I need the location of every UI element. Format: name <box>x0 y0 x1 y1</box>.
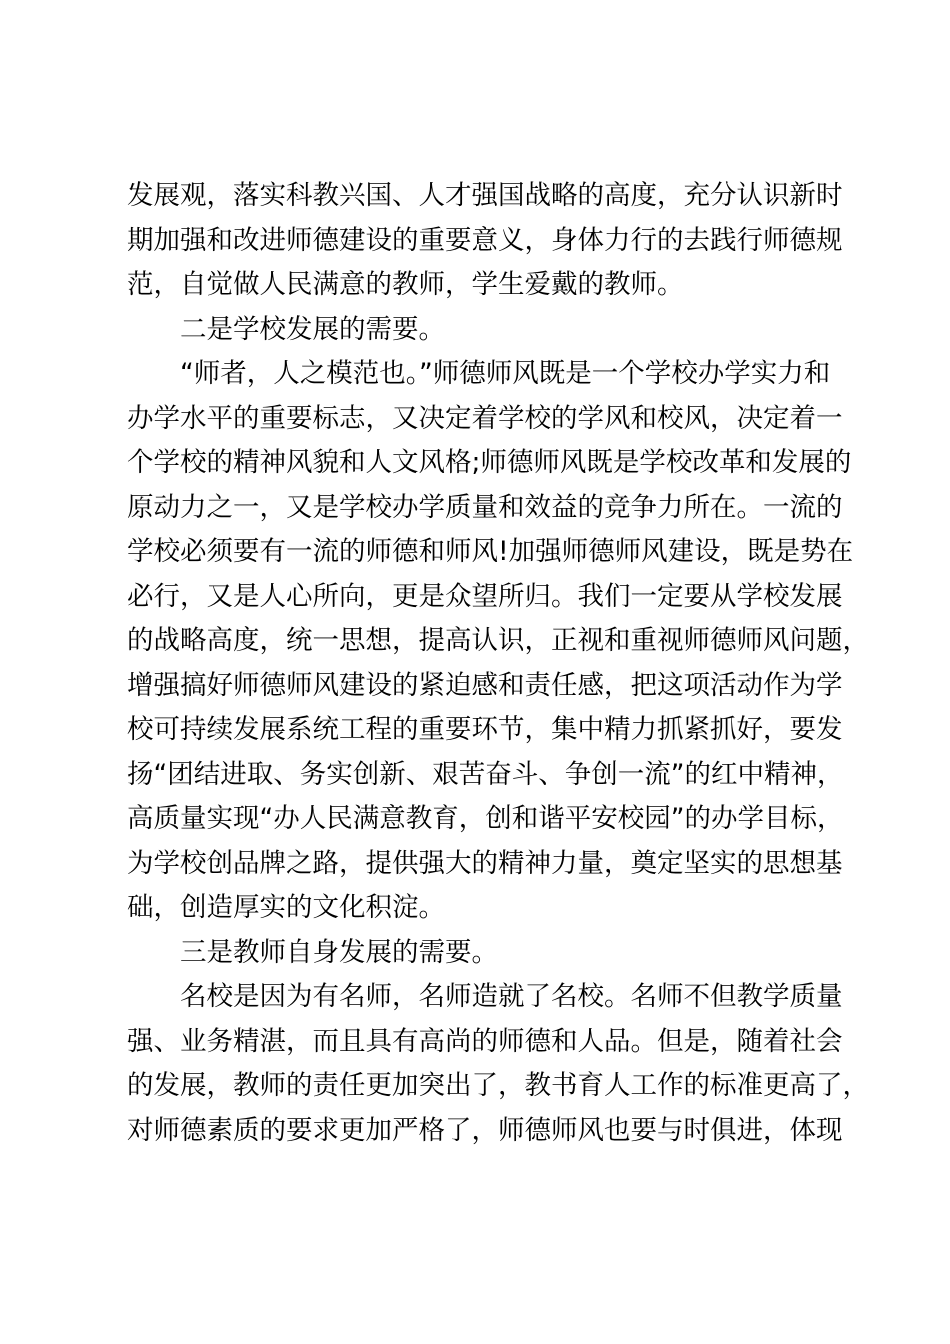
text-line: 期加强和改进师德建设的重要意义，身体力行的去践行师德规 <box>127 224 843 256</box>
paragraph-first-line: “师者，人之模范也。”师德师风既是一个学校办学实力和 <box>180 358 831 389</box>
paragraph-first-line: 名校是因为有名师，名师造就了名校。名师不但教学质量 <box>180 981 843 1012</box>
text-line: 高质量实现“办人民满意教育，创和谐平安校园”的办学目标， <box>127 803 844 834</box>
text-line: 强、业务精湛，而且具有高尚的师德和人品。但是，随着社会 <box>127 1025 843 1057</box>
text-line: 范，自觉做人民满意的教师，学生爱戴的教师。 <box>127 269 684 300</box>
section-heading: 二是学校发展的需要。 <box>180 313 445 345</box>
document-body <box>127 174 869 1153</box>
text-line: 的发展，教师的责任更加突出了，教书育人工作的标准更高了， <box>127 1070 869 1101</box>
text-line: 的战略高度，统一思想，提高认识，正视和重视师德师风问题， <box>127 625 869 656</box>
text-line: 原动力之一，又是学校办学质量和效益的竞争力所在。一流的 <box>127 491 843 523</box>
text-line: 个学校的精神风貌和人文风格;师德师风既是学校改革和发展的 <box>127 447 852 478</box>
text-line: 校可持续发展系统工程的重要环节，集中精力抓紧抓好，要发 <box>127 714 843 745</box>
text-line: 扬“团结进取、务实创新、艰苦奋斗、争创一流”的红中精神， <box>127 758 844 790</box>
text-line: 办学水平的重要标志，又决定着学校的学风和校风，决定着一 <box>127 402 843 434</box>
text-line: 为学校创品牌之路，提供强大的精神力量，奠定坚实的思想基 <box>127 847 843 879</box>
text-line: 对师德素质的要求更加严格了，师德师风也要与时俱进，体现 <box>127 1114 843 1146</box>
text-line: 学校必须要有一流的师德和师风!加强师德师风建设，既是势在 <box>127 536 854 567</box>
text-line: 发展观，落实科教兴国、人才强国战略的高度，充分认识新时 <box>127 180 843 211</box>
text-line: 必行，又是人心所向，更是众望所归。我们一定要从学校发展 <box>127 580 843 612</box>
text-line: 础，创造厚实的文化积淀。 <box>127 892 445 923</box>
text-line: 增强搞好师德师风建设的紧迫感和责任感，把这项活动作为学 <box>127 669 843 701</box>
section-heading: 三是教师自身发展的需要。 <box>180 936 498 968</box>
